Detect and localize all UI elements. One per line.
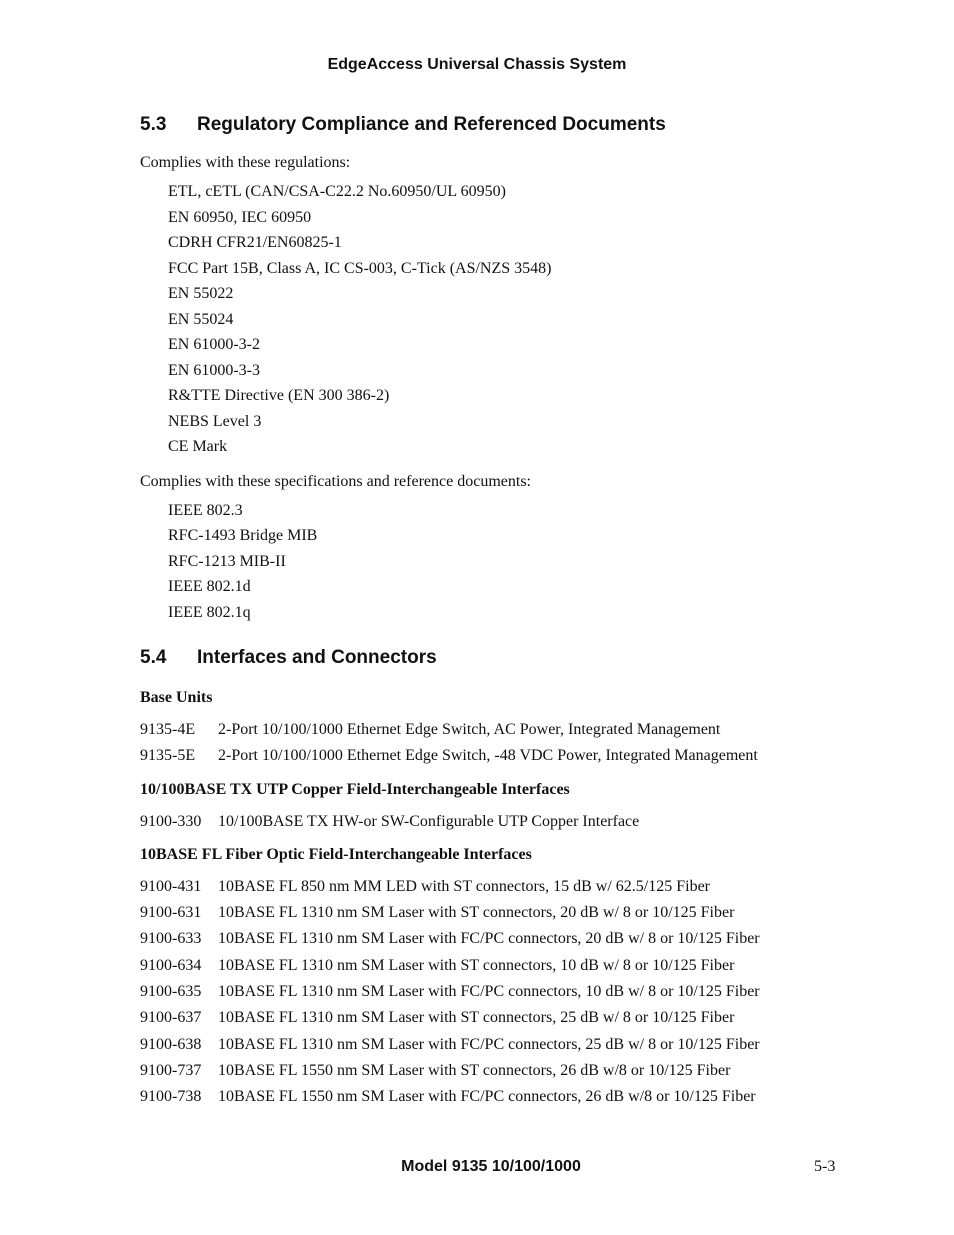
part-description: 10BASE FL 1310 nm SM Laser with FC/PC connectors, 10 dB w/ 8 or 10/125 Fiber: [218, 983, 760, 1001]
list-item: EN 61000-3-2: [168, 336, 260, 353]
part-number: 9100-431: [140, 877, 202, 895]
part-description: 10/100BASE TX HW-or SW-Configurable UTP Copper Interface: [218, 812, 640, 830]
table-row: [140, 874, 820, 900]
page-content: [140, 112, 820, 1111]
table-row: [140, 809, 820, 835]
list-item: FCC Part 15B, Class A, IC CS-003, C-Tick (AS/NZS 3548): [168, 259, 552, 277]
footer-model: Model 9135 10/100/1000: [401, 1158, 581, 1175]
section-heading-5-3: [140, 112, 820, 138]
table-row: [140, 979, 820, 1005]
part-description: 10BASE FL 1310 nm SM Laser with FC/PC connectors, 20 dB w/ 8 or 10/125 Fiber: [218, 930, 760, 948]
list-item: IEEE 802.1d: [168, 578, 251, 595]
table-row: [140, 743, 820, 769]
part-number: 9100-737: [140, 1061, 202, 1079]
part-description: 2-Port 10/100/1000 Ethernet Edge Switch, -48 VDC Power, Integrated Management: [218, 747, 758, 765]
section-heading-5-4: [140, 645, 820, 671]
page-number: 5-3: [814, 1158, 836, 1175]
part-description: 10BASE FL 1310 nm SM Laser with ST connectors, 20 dB w/ 8 or 10/125 Fiber: [218, 904, 735, 922]
fiber-list: [140, 874, 820, 1111]
part-number: 9100-637: [140, 1009, 202, 1027]
table-row: [140, 953, 820, 979]
list-item: CE Mark: [168, 438, 228, 455]
section-number: 5.3: [140, 114, 167, 135]
table-row: [140, 1058, 820, 1084]
part-description: 10BASE FL 1550 nm SM Laser with FC/PC connectors, 26 dB w/8 or 10/125 Fiber: [218, 1088, 756, 1106]
list-item: CDRH CFR21/EN60825-1: [168, 234, 342, 251]
part-description: 2-Port 10/100/1000 Ethernet Edge Switch, AC Power, Integrated Management: [218, 721, 721, 738]
section-number: 5.4: [140, 647, 167, 668]
section-title: Regulatory Compliance and Referenced Documents: [197, 114, 666, 135]
table-row: [140, 717, 820, 743]
list-item: EN 55024: [168, 310, 234, 328]
part-description: 10BASE FL 850 nm MM LED with ST connectors, 15 dB w/ 62.5/125 Fiber: [218, 877, 710, 895]
part-number: 9135-5E: [140, 747, 196, 765]
table-row: [140, 926, 820, 952]
part-number: 9100-638: [140, 1035, 202, 1053]
list-item: EN 60950, IEC 60950: [168, 208, 312, 226]
fiber-heading: 10BASE FL Fiber Optic Field-Interchangeable Interfaces: [140, 845, 532, 863]
specs-list: [168, 498, 820, 626]
list-item: IEEE 802.1q: [168, 603, 251, 621]
list-item: RFC-1213 MIB-II: [168, 552, 286, 570]
part-description: 10BASE FL 1310 nm SM Laser with ST connectors, 25 dB w/ 8 or 10/125 Fiber: [218, 1009, 735, 1027]
list-item: EN 55022: [168, 285, 234, 302]
regulations-list: [168, 179, 820, 460]
section-title: Interfaces and Connectors: [197, 647, 437, 668]
part-number: 9135-4E: [140, 721, 196, 738]
part-number: 9100-631: [140, 904, 202, 922]
base-units-heading: Base Units: [140, 689, 213, 706]
table-row: [140, 1032, 820, 1058]
regulations-intro: Complies with these regulations:: [140, 154, 351, 171]
part-description: 10BASE FL 1310 nm SM Laser with FC/PC connectors, 25 dB w/ 8 or 10/125 Fiber: [218, 1035, 760, 1053]
list-item: R&TTE Directive (EN 300 386-2): [168, 387, 390, 404]
list-item: EN 61000-3-3: [168, 361, 260, 379]
running-header: EdgeAccess Universal Chassis System: [327, 56, 627, 73]
part-number: 9100-634: [140, 956, 202, 974]
part-number: 9100-635: [140, 983, 202, 1001]
list-item: NEBS Level 3: [168, 412, 262, 430]
table-row: [140, 1084, 820, 1110]
table-row: [140, 900, 820, 926]
table-row: [140, 1005, 820, 1031]
list-item: ETL, cETL (CAN/CSA-C22.2 No.60950/UL 60950): [168, 183, 506, 200]
list-item: IEEE 802.3: [168, 501, 243, 519]
part-description: 10BASE FL 1550 nm SM Laser with ST connectors, 26 dB w/8 or 10/125 Fiber: [218, 1061, 731, 1079]
copper-heading: 10/100BASE TX UTP Copper Field-Interchangeable Interfaces: [140, 780, 570, 798]
part-number: 9100-633: [140, 930, 202, 948]
part-number: 9100-330: [140, 812, 202, 830]
part-number: 9100-738: [140, 1088, 202, 1106]
base-units-list: [140, 717, 820, 770]
list-item: RFC-1493 Bridge MIB: [168, 527, 318, 544]
part-description: 10BASE FL 1310 nm SM Laser with ST connectors, 10 dB w/ 8 or 10/125 Fiber: [218, 956, 735, 974]
copper-list: [140, 809, 820, 835]
specs-intro: Complies with these specifications and reference documents:: [140, 472, 531, 490]
